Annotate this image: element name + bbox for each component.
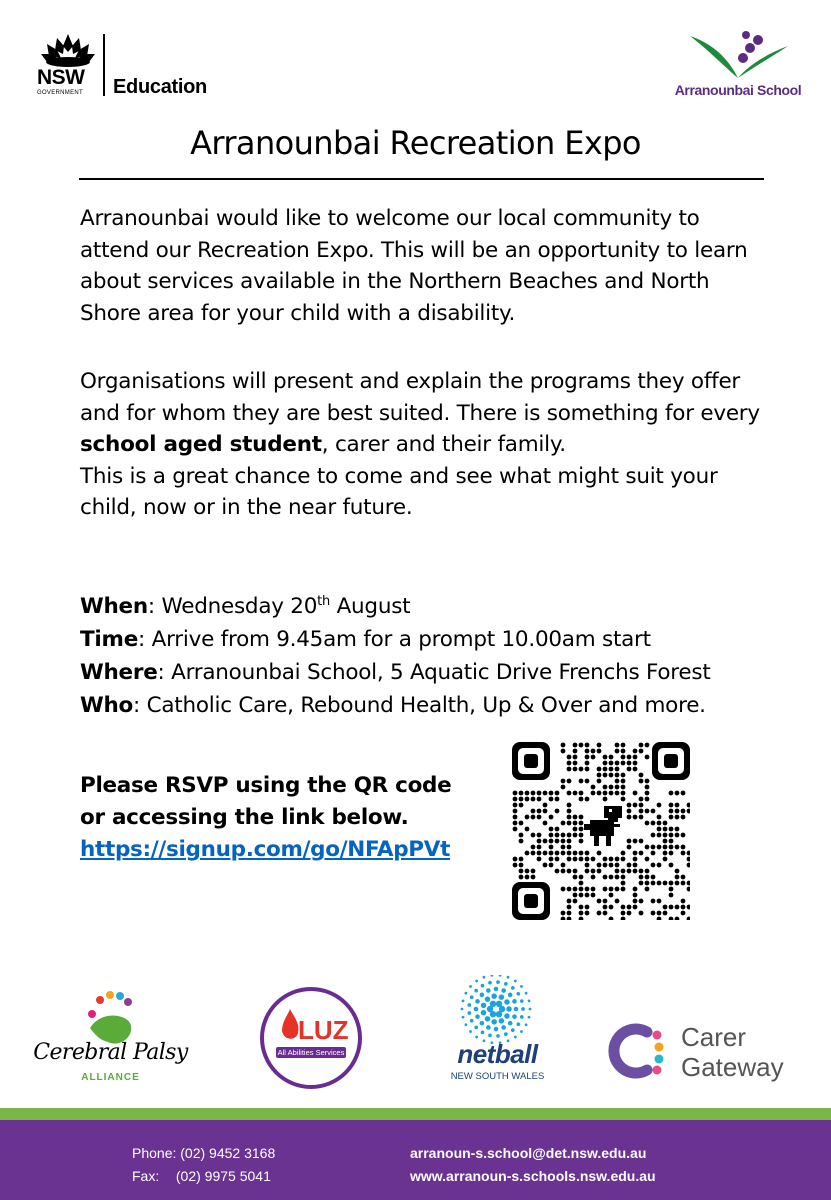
netball-nsw-logo: [440, 975, 555, 1085]
fax-value: (02) 9975 5041: [175, 1168, 271, 1184]
carer-gateway-logo: [603, 1018, 813, 1088]
nsw-government-text: GOVERNMENT: [37, 90, 84, 96]
programs-text-1: Organisations will present and explain the programs they offer and for whom they are best suited. There is something for every: [80, 369, 760, 426]
where-value: : Arranounbai School, 5 Aquatic Drive Frenchs Forest: [157, 660, 711, 685]
fax-label: Fax:: [132, 1168, 160, 1184]
carer-line-1: Carer: [681, 1022, 747, 1052]
education-text: Education: [113, 76, 207, 98]
time-value: : Arrive from 9.45am for a prompt 10.00am start: [138, 627, 651, 652]
event-details: [80, 590, 780, 722]
school-emblem-icon: [686, 28, 791, 80]
rsvp-link[interactable]: https://signup.com/go/NFApPVt: [80, 837, 451, 862]
footer-green-band: [0, 1108, 831, 1120]
footer: [0, 1120, 831, 1200]
phone-label: Phone:: [132, 1145, 177, 1161]
luz-sub: All Abilities Services: [277, 1048, 345, 1057]
rsvp-line-1: Please RSVP using the QR code: [80, 773, 452, 798]
rsvp-block: [80, 770, 480, 866]
where-label: Where: [80, 660, 158, 685]
when-label: When: [80, 594, 148, 619]
who-line: [80, 689, 780, 722]
netball-dots-icon: [456, 975, 536, 1045]
who-label: Who: [80, 693, 134, 718]
logo-divider: [103, 34, 105, 96]
when-sup: th: [317, 593, 331, 609]
programs-paragraph: [80, 366, 770, 524]
nsw-education-logo: [33, 30, 233, 100]
phone-value: (02) 9452 3168: [180, 1145, 276, 1161]
who-value: : Catholic Care, Rebound Health, Up & Over and more.: [133, 693, 706, 718]
programs-bold: school aged student: [80, 432, 322, 457]
qr-code-icon[interactable]: [512, 742, 690, 920]
arranounbai-school-logo: [668, 28, 808, 108]
school-name: Arranounbai School: [674, 82, 802, 98]
when-value: : Wednesday 20: [147, 594, 318, 619]
phone-line: [132, 1145, 275, 1161]
cp-sub: ALLIANCE: [81, 1072, 140, 1083]
nsw-wordmark: NSW: [37, 66, 85, 89]
footer-website[interactable]: www.arranoun-s.schools.nsw.edu.au: [410, 1168, 656, 1184]
carer-gateway-icon: [603, 1018, 669, 1084]
footer-email[interactable]: arranoun-s.school@det.nsw.edu.au: [410, 1145, 647, 1161]
when-month: August: [330, 594, 411, 619]
where-line: [80, 656, 780, 689]
luz-name: LUZ: [298, 1015, 349, 1045]
fax-line: [132, 1168, 271, 1184]
netball-name: netball: [457, 1039, 538, 1069]
netball-sub: NEW SOUTH WALES: [450, 1071, 545, 1082]
programs-text-3: This is a great chance to come and see what might suit your child, now or in the near future.: [80, 463, 718, 520]
rsvp-line-2: or accessing the link below.: [80, 805, 409, 830]
luz-logo: [258, 985, 364, 1091]
time-line: [80, 623, 780, 656]
title-rule: [79, 178, 764, 180]
waratah-icon: [33, 30, 103, 70]
programs-text-2: , carer and their family.: [321, 432, 566, 457]
cp-name: Cerebral Palsy: [33, 1040, 188, 1065]
cerebral-palsy-alliance-logo: [28, 990, 193, 1090]
when-line: [80, 590, 780, 623]
carer-line-2: Gateway: [681, 1052, 784, 1082]
time-label: Time: [80, 627, 139, 652]
intro-paragraph: Arranounbai would like to welcome our local community to attend our Recreation Expo. This will be an opportunity to learn about services available in the Northern Beaches and North Shore area for your child with a disability.: [80, 206, 748, 326]
page-title: Arranounbai Recreation Expo: [190, 124, 641, 162]
